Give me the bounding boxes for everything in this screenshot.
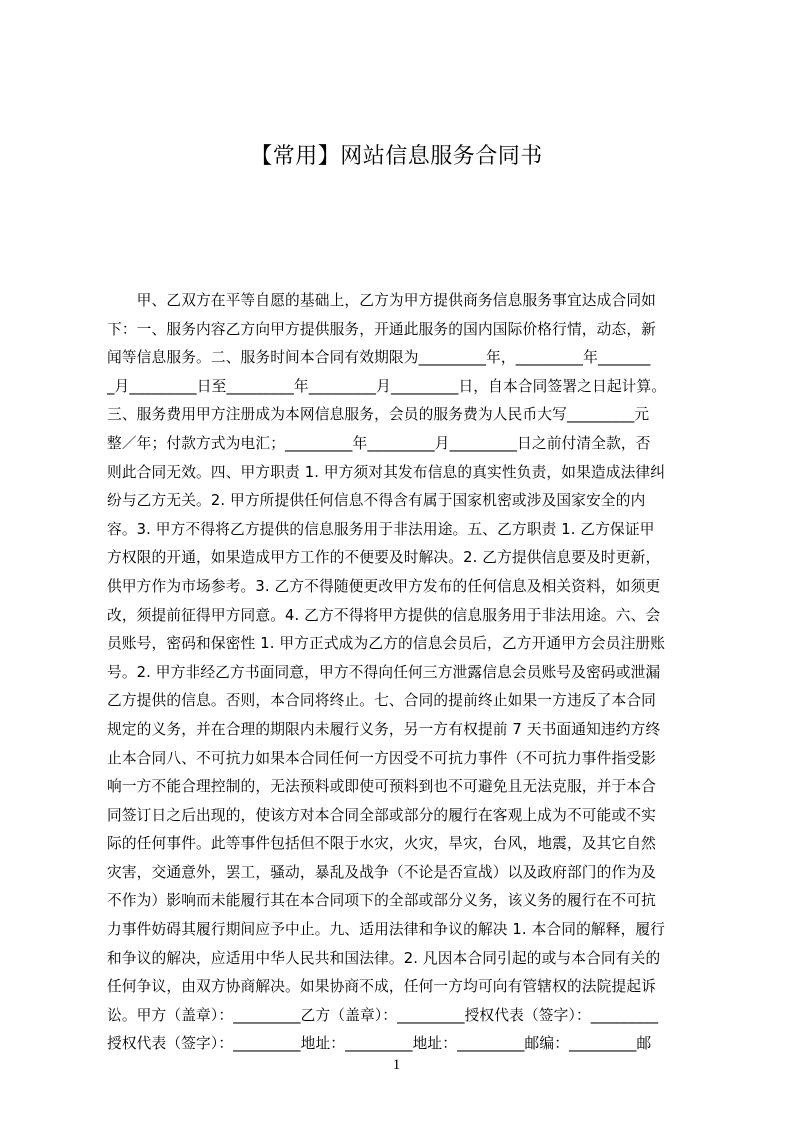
document-title: 【常用】网站信息服务合同书 (250, 144, 543, 169)
body-line: 整／年；付款方式为电汇；_________年_________月_________日之前付清全款，否 (107, 434, 651, 452)
contract-body (107, 287, 699, 1053)
body-line: 改，须提前征得甲方同意。4. 乙方不得将甲方提供的信息服务用于非法用途。六、会 (107, 606, 661, 624)
page-number: 1 (392, 1057, 401, 1073)
body-line: 灾害，交通意外，罢工，骚动，暴乱及战争（不论是否宣战）以及政府部门的作为及 (107, 863, 656, 881)
body-line: 任何争议，由双方协商解决。如果协商不成，任何一方均可向有管辖权的法院提起诉 (107, 978, 656, 996)
body-line: 甲、乙双方在平等自愿的基础上，乙方为甲方提供商务信息服务事宜达成合同如 (107, 292, 656, 309)
body-line: 容。3. 甲方不得将乙方提供的信息服务用于非法用途。五、乙方职责 1. 乙方保证甲 (107, 520, 655, 538)
body-line: 不作为）影响而未能履行其在本合同项下的全部或部分义务，该义务的履行在不可抗 (107, 892, 656, 910)
body-line: 下：一、服务内容乙方向甲方提供服务，开通此服务的国内国际价格行情，动态，新 (107, 320, 656, 338)
body-line: 授权代表（签字）：_________地址：_________地址：_________邮编：_________邮 (107, 1035, 652, 1053)
body-line: _月_________日至_________年_________月_________日，自本合同签署之日起计算。 (107, 377, 667, 395)
body-line: 号。2. 甲方非经乙方书面同意，甲方不得向任何三方泄露信息会员账号及密码或泄漏 (107, 663, 661, 681)
body-line: 止本合同八、不可抗力如果本合同任何一方因受不可抗力事件（不可抗力事件指受影 (107, 749, 656, 767)
body-line: 同签订日之后出现的，使该方对本合同全部或部分的履行在客观上成为不可能或不实 (107, 806, 656, 824)
body-line: 方权限的开通，如果造成甲方工作的不便要及时解决。2. 乙方提供信息要及时更新， (107, 549, 661, 567)
body-line: 三、服务费用甲方注册成为本网信息服务，会员的服务费为人民币大写_________元 (107, 406, 650, 424)
body-line: 和争议的解决，应适用中华人民共和国法律。2. 凡因本合同引起的或与本合同有关的 (107, 949, 661, 967)
body-line: 讼。甲方（盖章）：_________乙方（盖章）：_________授权代表（签字）：_________ (107, 1006, 659, 1024)
body-line: 纷与乙方无关。2. 甲方所提供任何信息不得含有属于国家机密或涉及国家安全的内 (107, 492, 646, 510)
body-line: 乙方提供的信息。否则，本合同将终止。七、合同的提前终止如果一方违反了本合同 (107, 692, 656, 710)
body-line: 员账号，密码和保密性 1. 甲方正式成为乙方的信息会员后，乙方开通甲方会员注册账 (107, 635, 666, 653)
body-line: 响一方不能合理控制的，无法预料或即使可预料到也不可避免且无法克服，并于本合 (107, 778, 656, 796)
body-line: 力事件妨碍其履行期间应予中止。九、适用法律和争议的解决 1. 本合同的解释，履行 (107, 921, 666, 939)
body-line: 闻等信息服务。二、服务时间本合同有效期限为_________年，_________年_______ (107, 349, 651, 367)
body-line: 规定的义务，并在合理的期限内未履行义务，另一方有权提前 7 天书面通知违约方终 (107, 720, 661, 738)
body-line: 供甲方作为市场参考。3. 乙方不得随便更改甲方发布的任何信息及相关资料，如须更 (107, 577, 661, 595)
body-line: 际的任何事件。此等事件包括但不限于水灾，火灾，旱灾，台风，地震，及其它自然 (107, 835, 656, 853)
body-line: 则此合同无效。四、甲方职责 1. 甲方须对其发布信息的真实性负责，如果造成法律纠 (107, 463, 666, 481)
